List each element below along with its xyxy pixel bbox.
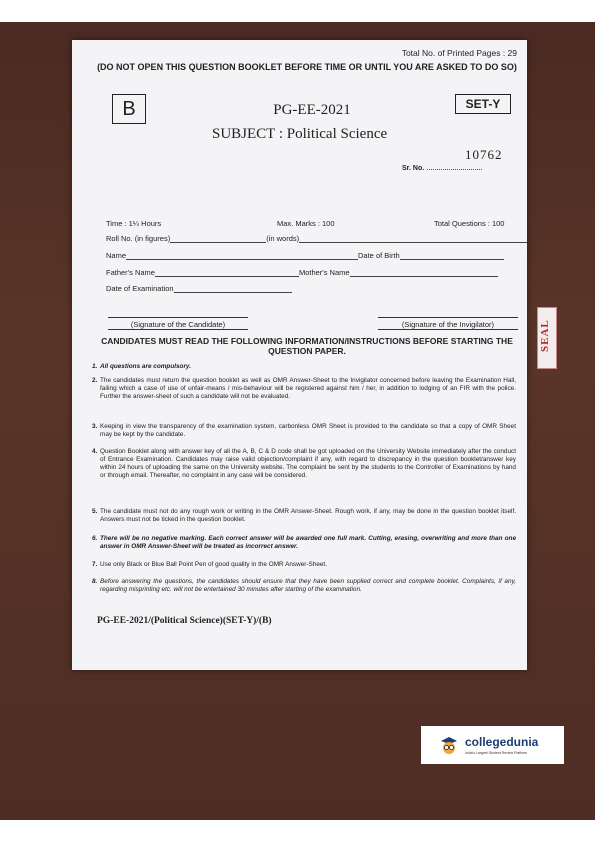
instruction-number: 5. — [92, 508, 98, 515]
instruction-number: 8. — [92, 578, 98, 585]
instruction-text: The candidates must return the question booklet as well as OMR Answer-Sheet to the Invigilator concerned before leaving the Examination Hall, failing which a case of use of unfair-means / mis-behaviour will be registered against him / her, in addition to lodging of an FIR with the police. Further the answer-sheet of such a candidate will not be evaluated. — [100, 377, 516, 401]
invigilator-signature-label: (Signature of the Invigilator) — [378, 320, 518, 330]
mother-label: Mother's Name — [298, 268, 350, 277]
exam-date-field — [106, 284, 292, 293]
set-box: SET-Y — [455, 94, 511, 114]
instruction-number: 2. — [92, 377, 98, 384]
instruction-number: 1. — [92, 363, 98, 370]
seal-text: SEAL — [539, 319, 551, 352]
in-words-label: (in words) — [266, 234, 300, 243]
instruction-text: The candidate must not do any rough work or writing in the OMR Answer-Sheet. Rough work, if any, may be done in the question booklet itself. Answers must not be ticked in the question booklet. — [100, 508, 516, 524]
seal-label — [537, 307, 557, 369]
instruction-item — [92, 363, 516, 371]
instruction-item — [92, 535, 516, 551]
roll-no-field — [106, 234, 527, 243]
sr-no-label: Sr. No. — [402, 165, 425, 172]
father-label: Father's Name — [106, 268, 155, 277]
instruction-item — [92, 561, 516, 569]
parents-field — [106, 268, 498, 277]
instruction-text: Question Booklet along with answer key of all the A, B, C & D code shall be got uploaded on the University Website immediately after the conduct of Entrance Examination. Candidates may raise valid objection/complaint if any, with regard to discrepancy in the question booklet/answer key within 24 hours of uploading the same on the University website. The complaint be sent by the students to the Controller of Examinations by hand or through email. Thereafter, no complaint in any case will be considered. — [100, 448, 516, 480]
candidate-signature-label: (Signature of the Candidate) — [108, 320, 248, 330]
logo-name: collegedunia — [465, 735, 539, 749]
instruction-item — [92, 423, 516, 439]
subject-title: SUBJECT : Political Science — [212, 126, 388, 142]
instruction-text: Before answering the questions, the candidates should ensure that they have been supplied correct and complete booklet. Complaints, if any, regarding misprinting etc. will not be entertained 30 minutes after starting of the examination. — [100, 578, 516, 594]
owl-mascot-icon — [439, 735, 459, 755]
footer-code: PG-EE-2021/(Political Science)(SET-Y)/(B) — [97, 616, 272, 626]
name-field — [106, 251, 504, 260]
exam-date-label: Date of Examination — [106, 284, 174, 293]
collegedunia-logo — [421, 726, 564, 764]
logo-tagline: India's Largest Student Review Platform — [465, 751, 528, 755]
total-questions-label: Total Questions : 100 — [434, 219, 505, 228]
warning-text: (DO NOT OPEN THIS QUESTION BOOKLET BEFORE TIME OR UNTIL YOU ARE ASKED TO DO SO) — [97, 62, 517, 72]
serial-code: 10762 — [465, 147, 503, 162]
instruction-text: Use only Black or Blue Ball Point Pen of good quality in the OMR Answer-Sheet. — [100, 561, 327, 568]
instruction-number: 3. — [92, 423, 98, 430]
instruction-item — [92, 508, 516, 524]
invigilator-signature-line — [378, 317, 518, 318]
instruction-item — [92, 578, 516, 594]
candidate-signature-line — [108, 317, 248, 318]
instruction-item — [92, 448, 516, 480]
total-pages: Total No. of Printed Pages : 29 — [401, 48, 517, 58]
instruction-item — [92, 377, 516, 401]
dob-label: Date of Birth — [358, 251, 400, 260]
instruction-text: There will be no negative marking. Each correct answer will be awarded one full mark. Cutting, erasing, overwriting and more than one answer in OMR Answer-Sheet will be treated as incorrect answer. — [100, 535, 516, 551]
booklet-series-box: B — [112, 94, 146, 124]
exam-code: PG-EE-2021 — [273, 102, 351, 118]
instruction-text: Keeping in view the transparency of the examination system, carbonless OMR Sheet is provided to the candidate so that a copy of OMR Sheet may be kept by the candidate. — [100, 423, 516, 439]
max-marks-label: Max. Marks : 100 — [277, 219, 335, 228]
name-label: Name — [106, 251, 127, 260]
roll-no-label: Roll No. (in figures) — [106, 234, 171, 243]
instructions-heading: CANDIDATES MUST READ THE FOLLOWING INFORMATION/INSTRUCTIONS BEFORE STARTING THE QUESTION PAPER. — [101, 336, 513, 356]
instruction-number: 6. — [92, 535, 98, 542]
instruction-text: All questions are compulsory. — [100, 363, 192, 370]
time-label: Time : 1¼ Hours — [106, 219, 162, 228]
instruction-number: 4. — [92, 448, 98, 455]
sr-no-field — [402, 165, 482, 172]
instruction-number: 7. — [92, 561, 98, 568]
question-booklet-cover — [72, 40, 527, 670]
